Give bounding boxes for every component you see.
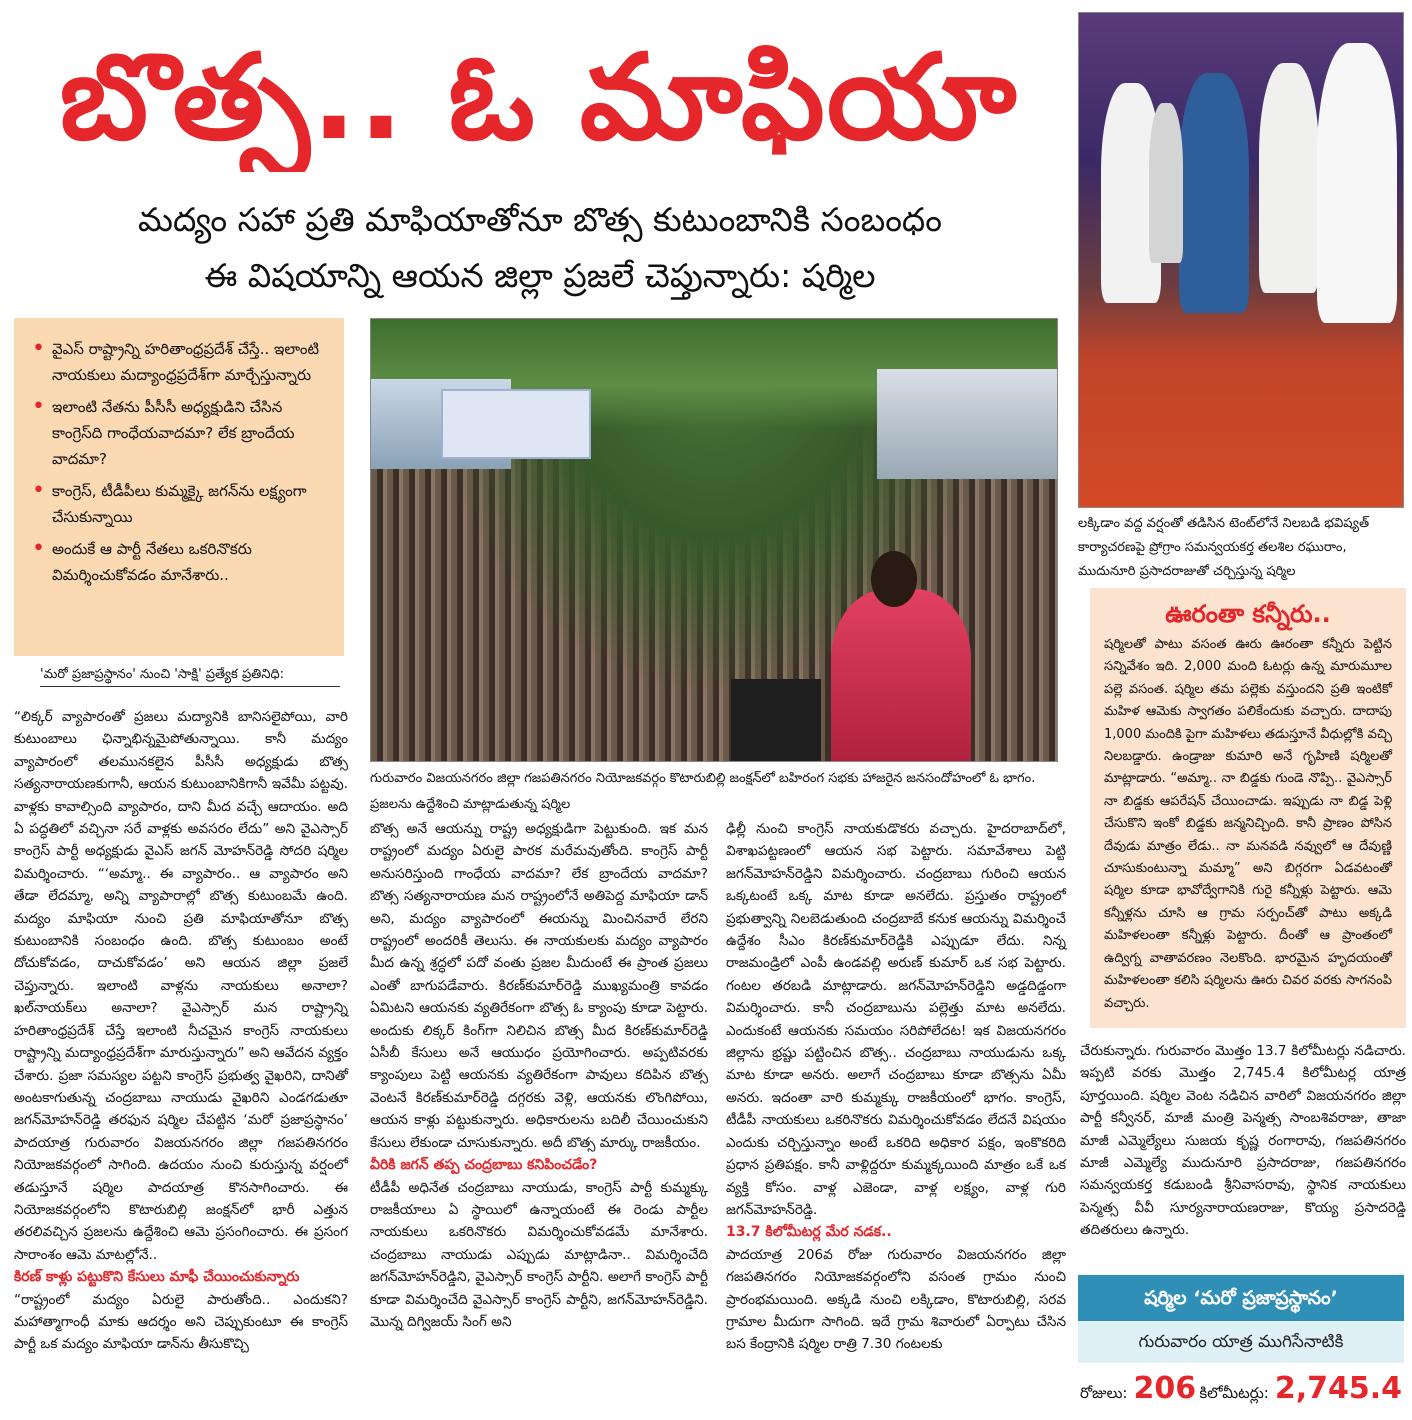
days-label: రోజులు: <box>1080 1383 1128 1402</box>
days-stat <box>1080 1371 1196 1406</box>
highlight-item: • అందుకే ఆ పార్టీ నేతలు ఒకరినొకరు విమర్శించుకోవడం మానేశారు.. <box>30 536 330 588</box>
article-paragraph: “లిక్కర్ వ్యాపారంతో ప్రజలు మద్యానికి బానిసలైపోయి, వారి కుటుంబాలు ఛిన్నాభిన్నమైపోతున్నాయి. కానీ మద్యం వ్యాపారంలో తలమునకలైన పీసీసీ అధ్యక్షుడు బొత్స సత్యనారాయణకుగానీ, ఆయన కుటుంబానికిగానీ ఇవేమీ పట్టవు. వాళ్లకు కావాల్సింది వ్యాపారం, దాని మీద వచ్చే ఆదాయం. అది ఏ పద్ధతిలో వచ్చినా సరే వాళ్లకు అవసరం లేదు” అని వైఎస్సార్ కాంగ్రెస్ పార్టీ అధ్యక్షుడు వైఎస్ జగన్ మోహన్‌రెడ్డి సోదరి షర్మిల విమర్శించారు. “‘అమ్మా.. ఈ వ్యాపారం.. ఆ వ్యాపారం అని తేడా లేదమ్మా, అన్ని వ్యాపారాల్లో బొత్స కుటుంబమే ఉంది. మద్యం మాఫియా నుంచి ప్రతి మాఫియాతోనూ బొత్స కుటుంబానికి సంబంధం ఉంది. బొత్స కుటుంబం అంటే దోచుకోవడం, దాచుకోవడం’ అని ఆయన జిల్లా ప్రజలే చెప్తున్నారు. ఇలాంటి వాళ్లను నాయకులు అనాలా? ఖల్‌నాయక్‌లు అనాలా? వైఎస్సార్ మన రాష్ట్రాన్ని హరితాంధ్రప్రదేశ్ చేస్తే ఇలాంటి నీచమైన కాంగ్రెస్ నాయకులు రాష్ట్రాన్ని మద్యాంధ్రప్రదేశ్‌గా మారుస్తున్నారు” అని ఆవేదన వ్యక్తం చేశారు. ప్రజా సమస్యల పట్టని కాంగ్రెస్ ప్రభుత్వ వైఖరిని, దానితో అంటకాగుతున్న చంద్రబాబు నాయుడు వైఖరిని ఎండగడుతూ జగన్‌మోహన్‌రెడ్డి తరఫున షర్మిల చేపట్టిన ‘మరో ప్రజాప్రస్థానం’ పాదయాత్ర గురువారం విజయనగరం జిల్లా గజపతినగరం నియోజకవర్గంలో సాగింది. ఉదయం నుంచి కురుస్తున్న వర్షంలో తడుస్తూనే షర్మిల పాదయాత్ర కొనసాగించారు. ఈ నియోజకవర్గంలోని కొటారుబిల్లి జంక్షన్‌లో భారీ ఎత్తున తరలివచ్చిన ప్రజలను ఉద్దేశించి ఆమె ప్రసంగించారు. ఈ ప్రసంగ సారాంశం ఆమె మాటల్లోనే.. <box>14 709 348 1263</box>
highlight-item: • వైఎస్ రాష్ట్రాన్ని హరితాంధ్రప్రదేశ్ చేస్తే.. ఇలాంటి నాయకులు మద్యాంధ్రప్రదేశ్‌గా మార్చేస్తున్నారు <box>30 336 330 388</box>
article-column-1 <box>14 706 348 1356</box>
km-label: కిలోమీటర్లు: <box>1199 1383 1269 1402</box>
subheadline-1: మద్యం సహా ప్రతి మాఫియాతోనూ బొత్స కుటుంబానికి సంబంధం <box>138 200 942 239</box>
sidebar-story-body: షర్మిలతో పాటు వసంత ఊరు ఊరంతా కన్నీరు పెట్టిన సన్నివేశం ఇది. 2,000 మంది ఓటర్లు ఉన్న మారుమూల పల్లె వసంత. షర్మిల తమ పల్లెకు వస్తుందని ప్రతి ఇంటికో మహిళ ఆమెకు స్వాగతం పలికేందుకు వచ్చారు. దాదాపు 1,000 మందికి పైగా మహిళలు తడుస్తూనే వీధుల్లోకి వచ్చి నిలబడ్డారు. ఉండ్రాజు కుమారి అనే గృహిణి షర్మిలతో మాట్లాడారు. “అమ్మా.. నా బిడ్డకు గుండె నొప్పి.. వైఎస్సార్ నా బిడ్డకు ఆపరేషన్ చేయించాడు. ఇప్పుడు నా బిడ్డ పెళ్లి చేసుకొని ఇంకో బిడ్డకు జన్మనిచ్చింది. కానీ ప్రాణం పోసిన దేవుడు మాత్రం లేడు.. నా మనవడి నవ్వులో ఆ దేవుణ్ణి చూసుకుంటున్నా మమ్మా” అని బిగ్గరగా ఏడవటంతో షర్మిల కూడా భావోద్వేగానికి గురై కన్నీళ్లు పెట్టారు. ఆమె కన్నీళ్లను చూసి ఆ గ్రామ సర్పంచ్‌తో పాటు అక్కడి మహిళలంతా కన్నీళ్లు పెట్టారు. దీంతో ఆ ప్రాంతంలో ఉద్విగ్న వాతావరణం నెలకొంది. భారమైన హృదయంతో మహిళలంతా కలిసి షర్మిలను ఊరు చివర వరకు సాగనంపి వచ్చారు. <box>1104 637 1392 1011</box>
km-stat <box>1199 1371 1402 1406</box>
article-paragraph: ఢిల్లీ నుంచి కాంగ్రెస్ నాయకుడొకరు వచ్చారు. హైదరాబాద్‌లో, విశాఖపట్టణంలో ఆయన సభ పెట్టారు. సమావేశాలు పెట్టి జగన్‌మోహన్‌రెడ్డిని విమర్శించారు. చంద్రబాబు గురించి ఆయన ఒక్కటంటే ఒక్క మాట కూడా అనలేదు. ప్రస్తుతం రాష్ట్రంలో ప్రభుత్వాన్ని నిలబెడుతుంది చంద్రబాబే కనుక ఆయన్ను విమర్శించే ఉద్దేశం సీఎం కిరణ్‌కుమార్‌రెడ్డికి ఎప్పుడూ లేదు. నిన్న రాజమండ్రిలో ఎంపీ ఉండవల్లి అరుణ్ కుమార్ ఒక సభ పెట్టారు. గంటల తరబడి మాట్లాడారు. జగన్‌మోహన్‌రెడ్డిని అడ్డదిడ్డంగా విమర్శించారు. కానీ చంద్రబాబును పల్లెత్తు మాట అనలేదు. ఎందుకంటే ఆయనకు సమయం సరిపోలేదట! ఇక విజయనగరం జిల్లాను భ్రష్టు పట్టించిన బొత్స.. చంద్రబాబు నాయుడును ఒక్క మాట కూడా అనరు. అలాగే చంద్రబాబు కూడా బొత్సను ఏమీ అనరు. ఇదంతా వారి కుమ్మక్కు రాజకీయంలో భాగం. కాంగ్రెస్, టీడీపీ నాయకులు ఒకరినొకరు విమర్శించుకోవడం లేదనే విషయం ఎందుకు చర్చిస్తున్నాం అంటే ఒకరిది అధికార పక్షం, ఇంకొకరిది ప్రధాన ప్రతిపక్షం. కానీ వాళ్లిద్దరూ కుమ్మక్కయింది మాత్రం ఒకే ఒక వ్యక్తి కోసం. వాళ్ల ఎజెండా, వాళ్ల లక్ష్యం, వాళ్ల గురి జగన్‌మోహన్‌రెడ్డి. <box>726 821 1066 1218</box>
tent-photo <box>1078 12 1404 508</box>
crowd-photo-caption: గురువారం విజయనగరం జిల్లా గజపతినగరం నియోజకవర్గం కొటారుబిల్లి జంక్షన్‌లో బహిరంగ సభకు హాజరైన జనసందోహంలో ఓ భాగం. ప్రజలను ఉద్దేశించి మాట్లాడుతున్న షర్మిల <box>370 771 1036 812</box>
highlight-item: • కాంగ్రెస్, టీడీపీలు కుమ్మక్కై జగన్‌ను లక్ష్యంగా చేసుకున్నాయి <box>30 478 330 530</box>
stats-subtitle: గురువారం యాత్ర ముగిసేనాటికి <box>1078 1321 1404 1363</box>
article-subheading: వీరికి జగన్ తప్ప చంద్రబాబు కనిపించడేం? <box>370 1157 598 1174</box>
article-column-3 <box>726 818 1066 1356</box>
highlight-item: • ఇలాంటి నేతను పీసీసీ అధ్యక్షుడిని చేసిన కాంగ్రెస్‌ది గాంధేయవాదమా? లేక బ్రాందేయ వాదమా? <box>30 394 330 472</box>
article-subheading: కిరణ్ కాళ్లు పట్టుకొని కేసులు మాఫీ చేయించుకున్నారు <box>14 1269 300 1286</box>
tent-photo-caption: లక్కిడాం వద్ద వర్షంతో తడిసిన టెంట్‌లోనే నిలబడి భవిష్యత్ కార్యాచరణపై ప్రోగ్రాం సమన్వయకర్త తలశిల రఘురాం, ముదునూరి ప్రసాదరాజుతో చర్చిస్తున్న షర్మిల <box>1078 516 1370 579</box>
article-paragraph: టీడీపీ అధినేత చంద్రబాబు నాయుడు, కాంగ్రెస్ పార్టీ కుమ్మక్కు రాజకీయాలు ఏ స్థాయిలో ఉన్నాయంటే ఈ రెండు పార్టీల నాయకులు ఒకరినొకరు విమర్శించుకోవడమే మానేశారు. చంద్రబాబు నాయుడు ఎప్పుడు మాట్లాడినా.. విమర్శించేది జగన్‌మోహన్‌రెడ్డిని, వైఎస్సార్ కాంగ్రెస్ పార్టీని. అలాగే కాంగ్రెస్ పార్టీ కూడా విమర్శించేది వైఎస్సార్ కాంగ్రెస్ పార్టీని, జగన్‌మోహన్‌రెడ్డిని. మొన్న దిగ్విజయ్ సింగ్ అని <box>370 1179 708 1330</box>
sidebar-story-title: ఊరంతా కన్నీరు.. <box>1165 600 1331 628</box>
days-value: 206 <box>1133 1370 1197 1406</box>
article-paragraph: “రాష్ట్రంలో మద్యం ఏరులై పారుతోంది.. ఎందుకని? మహాత్మాగాంధీ మాకు ఆదర్శం అని చెప్పుకుంటూ ఈ కాంగ్రెస్ పార్టీ ఒక మద్యం మాఫియా డాన్‌ను తీసుకొచ్చి <box>14 1291 348 1353</box>
subheadline-2: ఈ విషయాన్ని ఆయన జిల్లా ప్రజలే చెప్తున్నారు: షర్మిల <box>204 256 876 295</box>
byline: 'మరో ప్రజాప్రస్థానం' నుంచి 'సాక్షి' ప్రత్యేక ప్రతినిధి: <box>40 664 340 687</box>
article-column-2 <box>370 818 708 1333</box>
stats-title: షర్మిల ‘మరో ప్రజాప్రస్థానం’ <box>1078 1275 1404 1321</box>
headline: బొత్స.. ఓ మాఫియా <box>59 28 1019 166</box>
article-paragraph: బొత్స అనే ఆయన్ను రాష్ట్ర అధ్యక్షుడిగా పెట్టుకుంది. ఇక మన రాష్ట్రంలో మద్యం ఏరులై పారక మరేమవుతోంది. కాంగ్రెస్ పార్టీ అనుసరిస్తుంది గాంధేయ వాదమా? లేక బ్రాందేయ వాదమా? బొత్స సత్యనారాయణ మన రాష్ట్రంలోనే అతిపెద్ద మాఫియా డాన్ అని, మద్యం వ్యాపారంలో ఈయన్ను మించినవారే లేరని రాష్ట్రంలో అందరికీ తెలుసు. ఈ నాయకులకు మద్యం వ్యాపారం మీద ఉన్న శ్రద్ధలో పదో వంతు ప్రజల మీదుంటే ఈ ప్రాంత ప్రజలు ఎంతో బాగుపడేవారు. కిరణ్‌కుమార్‌రెడ్డి ముఖ్యమంత్రి కావడం ఏమిటని ఆయనకు వ్యతిరేకంగా బొత్స ఓ క్యాంపు కూడా పెట్టారు. అందుకు లిక్కర్ కింగ్‌గా నిలిచిన బొత్స మీద కిరణ్‌కుమార్‌రెడ్డి ఏసీబీ కేసులు అనే ఆయుధం ప్రయోగించారు. అప్పటివరకు క్యాంపులు పెట్టి ఆయనకు వ్యతిరేకంగా పావులు కదిపిన బొత్స వెంటనే కిరణ్‌కుమార్‌రెడ్డి దగ్గరకు వెళ్లి, ఆయనకు లొంగిపోయి, ఆయన కాళ్లు పట్టుకున్నారు. అధికారులను బదిలీ చేయించుకుని కేసులు లేకుండా చూసుకున్నారు. అదీ బొత్స మార్కు రాజకీయం. <box>370 821 708 1151</box>
yatra-stats-box <box>1078 1275 1404 1413</box>
article-subheading: 13.7 కిలోమీటర్ల మేర నడక.. <box>726 1224 892 1241</box>
km-value: 2,745.4 <box>1274 1370 1402 1406</box>
sidebar-story <box>1090 588 1406 1028</box>
crowd-photo <box>370 318 1058 762</box>
highlights-box <box>14 318 344 656</box>
article-paragraph: పాదయాత్ర 206వ రోజు గురువారం విజయనగరం జిల్లా గజపతినగరం నియోజకవర్గంలోని వసంత గ్రామం నుంచి ప్రారంభమయింది. అక్కడి నుంచి లక్కిడాం, కొటారుబిల్లి, సరవ గ్రామాల మీదుగా సాగింది. ఇదే గ్రామ శివారులో ఏర్పాటు చేసిన బస కేంద్రానికి షర్మిల రాత్రి 7.30 గంటలకు <box>726 1246 1066 1353</box>
stats-values <box>1078 1363 1404 1413</box>
article-column-4: చేరుకున్నారు. గురువారం మొత్తం 13.7 కిలోమీటర్లు నడిచారు. ఇప్పటి వరకు మొత్తం 2,745.4 కిలోమీటర్ల యాత్ర పూర్తయింది. షర్మిల వెంట నడిచిన వారిలో విజయనగరం జిల్లా పార్టీ కన్వీనర్, మాజీ మంత్రి పెన్మత్స సాంబశివరాజు, తాజా మాజీ ఎమ్మెల్యేలు సుజయ కృష్ణ రంగారావు, గజపతినగరం మాజీ ఎమ్మెల్యే ముదునూరి ప్రసాదరాజు, గజపతినగరం సమన్వయకర్త కడుబండి శ్రీనివాసరావు, స్థానిక నాయకులు పెన్మత్స వీవీ సూర్యనారాయణరాజు, కొయ్య ప్రసాదరెడ్డి తదితరులు ఉన్నారు. <box>1080 1043 1406 1239</box>
